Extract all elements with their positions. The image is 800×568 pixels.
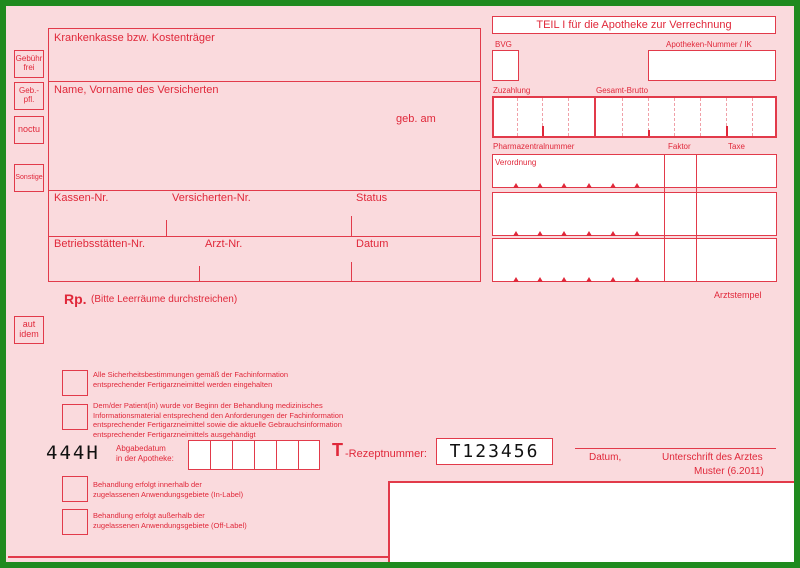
bvg-label: BVG <box>495 40 512 49</box>
code-text: 444H <box>46 442 100 464</box>
aut-idem-label: aut idem <box>19 319 39 339</box>
in-label-checkbox[interactable] <box>62 476 88 502</box>
bottom-left-rule <box>8 556 388 558</box>
pharmacy-title: TEIL I für die Apotheke zur Verrechnung <box>536 19 732 31</box>
kassen-nr-label: Kassen-Nr. <box>54 192 109 204</box>
unterschrift-label: Unterschrift des Arztes <box>662 452 763 463</box>
noctu-box[interactable] <box>14 116 44 144</box>
off-label-checkbox[interactable] <box>62 509 88 535</box>
verordnung-row-3[interactable] <box>492 238 777 282</box>
verordnung-row-2[interactable] <box>492 192 777 236</box>
geb-pfl-box[interactable] <box>14 82 44 110</box>
gebuehr-frei-box[interactable] <box>14 50 44 78</box>
zuzahlung-label: Zuzahlung <box>493 86 531 95</box>
taxe-label: Taxe <box>728 142 745 151</box>
tear-off-area <box>388 481 794 562</box>
bvg-box[interactable] <box>492 50 519 81</box>
rp-label: Rp. <box>64 291 87 307</box>
t-letter: T <box>332 440 343 460</box>
in-label-text: Behandlung erfolgt innerhalb der zugelassenen Anwendungsgebiete (In-Label) <box>93 480 244 499</box>
verordnung-label: Verordnung <box>495 158 537 167</box>
safety-checkbox[interactable] <box>62 370 88 396</box>
safety-text: Alle Sicherheitsbestimmungen gemäß der Fachinformation entsprechender Fertigarzneimittel werden eingehalten <box>93 370 289 389</box>
krankenkasse-label: Krankenkasse bzw. Kostenträger <box>54 32 215 44</box>
versicherten-nr-label: Versicherten-Nr. <box>172 192 251 204</box>
datum-label: Datum <box>356 238 389 250</box>
status-label: Status <box>356 192 388 204</box>
pharmacy-title-box <box>492 16 776 34</box>
name-label: Name, Vorname des Versicherten <box>54 84 219 96</box>
arzt-nr-label: Arzt-Nr. <box>205 238 243 250</box>
noctu-label: noctu <box>17 124 41 135</box>
arztstempel-label: Arztstempel <box>714 290 762 300</box>
geb-pfl-label: Geb.- pfl. <box>18 86 39 104</box>
rezeptnummer-label: -Rezeptnummer: <box>345 448 427 460</box>
prescription-form <box>6 6 794 562</box>
geb-am-label: geb. am <box>396 113 436 125</box>
amounts-box[interactable] <box>492 96 777 138</box>
betriebsstaetten-nr-label: Betriebsstätten-Nr. <box>54 238 146 250</box>
info-checkbox[interactable] <box>62 404 88 430</box>
apotheken-nr-box[interactable] <box>648 50 776 81</box>
sonstige-label: Sonstige <box>15 174 43 182</box>
rezeptnummer-box[interactable] <box>436 438 553 465</box>
datum-bottom-label: Datum, <box>589 452 622 463</box>
apotheken-nr-label: Apotheken-Nummer / IK <box>666 40 752 49</box>
faktor-label: Faktor <box>668 142 691 151</box>
rp-hint: (Bitte Leerräume durchstreichen) <box>91 294 238 305</box>
sonstige-box[interactable] <box>14 164 44 192</box>
aut-idem-box[interactable] <box>14 316 44 344</box>
info-text: Dem/der Patient(in) wurde vor Beginn der Behandlung medizinisches Informationsmaterial entsprechend den Anforderungen der Fachinformation entsprechender Fertigarzneimittel sowie die aktuelle Gebrauchsinformation entsprechender Fertigarzneimittels ausgehändigt <box>93 401 344 439</box>
abgabedatum-label: Abgabedatum in der Apotheke: <box>116 444 174 463</box>
rezeptnummer-value: T123456 <box>449 441 540 462</box>
pzn-label: Pharmazentralnummer <box>493 142 575 151</box>
muster-label: Muster (6.2011) <box>694 466 764 477</box>
gebuehr-frei-label: Gebühr frei <box>15 54 43 72</box>
gesamt-brutto-label: Gesamt-Brutto <box>596 86 649 95</box>
off-label-text: Behandlung erfolgt außerhalb der zugelassenen Anwendungsgebiete (Off-Label) <box>93 511 247 530</box>
